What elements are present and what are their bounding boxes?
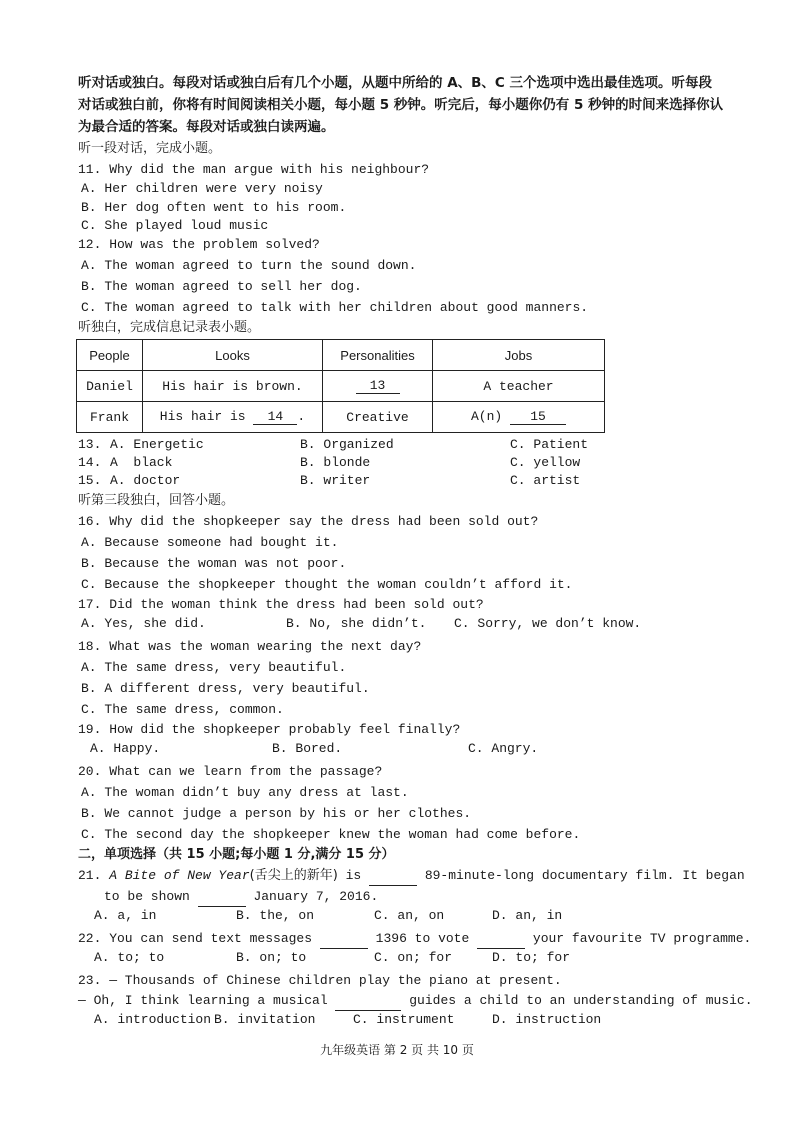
option-a: A. Energetic [110, 437, 204, 452]
option-a: A. Her children were very noisy [81, 181, 323, 196]
option-b: B. invitation [214, 1012, 316, 1027]
option-a: A. introduction [94, 1012, 212, 1027]
info-record-table [76, 339, 605, 433]
option-d: D. to; for [492, 950, 571, 965]
film-title-cn: (舌尖上的新年) [249, 868, 338, 883]
option-b: B. No, she didn’t. [286, 616, 427, 631]
stem-text: 1396 to vote [367, 931, 470, 946]
part-title: 二，单项选择（共 15 小题;每小题 1 分,满分 15 分） [78, 847, 395, 862]
stem-text: to be shown [104, 889, 190, 904]
section-title: 听独白，完成信息记录表小题。 [78, 320, 261, 335]
option-c: C. artist [510, 473, 581, 488]
answer-blank [477, 934, 525, 949]
option-a: A. The same dress, very beautiful. [81, 660, 347, 675]
table-cell [433, 402, 605, 433]
option-c: C. Sorry, we don’t know. [454, 616, 642, 631]
blank-13: 13 [356, 378, 400, 394]
cell-period: . [297, 409, 306, 424]
question-number: 15. [78, 473, 102, 488]
stem-text: is [337, 868, 362, 883]
table-cell [323, 371, 433, 402]
option-b: B. Bored. [272, 741, 343, 756]
listening-instructions: 听对话或独白。每段对话或独白后有几个小题，从题中所给的 A、B、C 三个选项中选出最佳选项。听每段对话或独白前，你将有时间阅读相关小题，每小题 5 秒钟。听完后，每小题你仍有 5 秒钟的时间来选择你认为最合适的答案。每段对话或独白读两遍。 [78, 75, 724, 135]
cell-text: His hair is [159, 409, 246, 424]
option-b: B. A different dress, very beautiful. [81, 681, 370, 696]
question-stem: 11. Why did the man argue with his neighbour? [78, 162, 430, 177]
option-c: C. Angry. [468, 741, 539, 756]
option-b: B. blonde [300, 455, 371, 470]
option-c: C. Patient [510, 437, 589, 452]
question-stem [78, 929, 751, 949]
option-c: C. yellow [510, 455, 581, 470]
option-b: B. on; to [236, 950, 307, 965]
option-b: B. Organized [300, 437, 394, 452]
option-c: C. an, on [374, 908, 445, 923]
option-a: A. The woman didn’t buy any dress at last. [81, 785, 409, 800]
option-a: A. Because someone had bought it. [81, 535, 339, 550]
option-d: D. an, in [492, 908, 563, 923]
option-c: C. She played loud music [81, 218, 269, 233]
film-title: A Bite of New Year [109, 868, 250, 883]
stem-text: — Oh, I think learning a musical [78, 993, 328, 1008]
option-a: A. Yes, she did. [81, 616, 206, 631]
question-number: 13. [78, 437, 102, 452]
table-cell: Frank [77, 402, 143, 433]
blank-15: 15 [510, 409, 566, 425]
option-a: A. The woman agreed to turn the sound down. [81, 258, 417, 273]
blank-14: 14 [253, 409, 297, 425]
answer-blank [198, 892, 246, 907]
option-c: C. The same dress, common. [81, 702, 284, 717]
question-stem-cont [104, 887, 378, 907]
stem-text: guides a child to an understanding of music. [401, 993, 753, 1008]
question-stem: 17. Did the woman think the dress had been sold out? [78, 597, 484, 612]
table-cell: A teacher [433, 371, 605, 402]
table-header: Jobs [433, 340, 605, 371]
option-a: A. to; to [94, 950, 165, 965]
page-footer: 九年级英语 第 2 页 共 10 页 [320, 1043, 474, 1057]
option-b: B. Because the woman was not poor. [81, 556, 347, 571]
section-title: 听一段对话，完成小题。 [78, 141, 222, 156]
question-stem-cont [78, 991, 753, 1011]
option-c: C. The woman agreed to talk with her children about good manners. [81, 300, 589, 315]
option-a: A black [110, 455, 173, 470]
question-stem: 16. Why did the shopkeeper say the dress had been sold out? [78, 514, 539, 529]
section-title: 听第三段独白，回答小题。 [78, 493, 235, 508]
cell-text: A(n) [470, 409, 503, 424]
table-cell: Creative [323, 402, 433, 433]
answer-blank [320, 934, 368, 949]
stem-text: 22. You can send text messages [78, 931, 313, 946]
option-a: A. Happy. [90, 741, 161, 756]
question-stem: 18. What was the woman wearing the next day? [78, 639, 422, 654]
stem-text: January 7, 2016. [245, 889, 379, 904]
option-b: B. The woman agreed to sell her dog. [81, 279, 362, 294]
table-header: Looks [143, 340, 323, 371]
option-c: C. instrument [353, 1012, 455, 1027]
option-b: B. We cannot judge a person by his or her clothes. [81, 806, 472, 821]
question-stem: 20. What can we learn from the passage? [78, 764, 383, 779]
table-cell: His hair is brown. [143, 371, 323, 402]
option-c: C. The second day the shopkeeper knew the woman had come before. [81, 827, 581, 842]
option-b: B. writer [300, 473, 371, 488]
table-cell [143, 402, 323, 433]
option-a: A. doctor [110, 473, 181, 488]
table-header: People [77, 340, 143, 371]
stem-text: 89-minute-long documentary film. It began [417, 868, 745, 883]
answer-blank [369, 871, 417, 886]
stem-text: your favourite TV programme. [525, 931, 752, 946]
question-stem: 19. How did the shopkeeper probably feel finally? [78, 722, 461, 737]
question-number: 21. [78, 868, 102, 883]
question-stem: 23. — Thousands of Chinese children play the piano at present. [78, 973, 562, 988]
question-stem [78, 866, 745, 886]
option-d: D. instruction [492, 1012, 602, 1027]
question-stem: 12. How was the problem solved? [78, 237, 320, 252]
answer-blank [335, 996, 401, 1011]
question-number: 14. [78, 455, 102, 470]
table-header: Personalities [323, 340, 433, 371]
option-b: B. Her dog often went to his room. [81, 200, 347, 215]
option-b: B. the, on [236, 908, 315, 923]
option-a: A. a, in [94, 908, 157, 923]
option-c: C. Because the shopkeeper thought the woman couldn’t afford it. [81, 577, 573, 592]
table-cell: Daniel [77, 371, 143, 402]
option-c: C. on; for [374, 950, 453, 965]
